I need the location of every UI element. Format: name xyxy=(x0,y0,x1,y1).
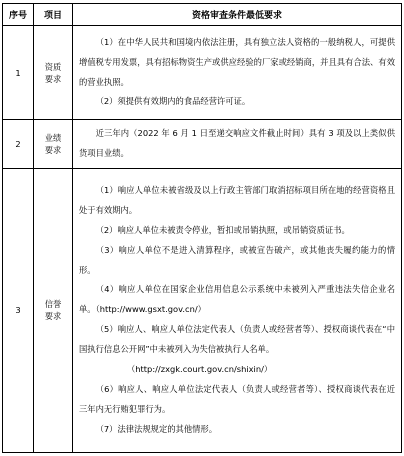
requirement-paragraph: （6）响应人、响应人单位法定代表人（负责人或经营者等）、授权商谈代表在近三年内无行贿犯罪行为。 xyxy=(79,383,395,414)
header-item: 项目 xyxy=(34,4,73,26)
header-no: 序号 xyxy=(3,4,34,26)
row-item-line: 信誉 xyxy=(44,299,62,310)
table-row xyxy=(3,168,402,452)
row-item-line: 要求 xyxy=(44,73,62,84)
row-item-line: 资质 xyxy=(44,61,62,72)
requirement-paragraph: （1）在中华人民共和国境内依法注册，具有独立法人资格的一般纳税人，可提供增值税专用发票，具有招标物资生产或供应经验的厂家或经销商，并且具有合法、有效的营业执照。 xyxy=(79,36,395,87)
header-requirements: 资格审查条件最低要求 xyxy=(73,4,402,26)
requirement-paragraph: （4）响应人单位在国家企业信用信息公示系统中未被列入严重违法失信企业名单。（http://www.gsxt.gov.cn/） xyxy=(79,284,395,315)
table-row xyxy=(3,26,402,120)
row-number: 2 xyxy=(3,120,34,169)
row-number: 1 xyxy=(3,26,34,120)
requirement-paragraph: （2）响应人单位未被责令停业，暂扣或吊销执照，或吊销资质证书。 xyxy=(95,224,350,235)
qualification-table xyxy=(2,3,402,453)
requirement-url: （http://zxgk.court.gov.cn/shixin/） xyxy=(127,364,273,375)
row-item xyxy=(34,26,73,120)
requirement-paragraph: （3）响应人单位不是进入清算程序，或被宣告破产，或其他丧失履约能力的情形。 xyxy=(79,244,395,275)
requirement-paragraph: （2）须提供有效期内的食品经营许可证。 xyxy=(95,96,251,107)
table-row xyxy=(3,120,402,169)
row-item-line: 业绩 xyxy=(44,132,62,143)
row-item xyxy=(34,120,73,169)
requirement-paragraph: （7）法律法规规定的其他情形。 xyxy=(95,423,218,434)
row-number: 3 xyxy=(3,168,34,452)
row-item xyxy=(34,168,73,452)
row-item-line: 要求 xyxy=(44,311,62,322)
row-item-line: 要求 xyxy=(44,144,62,155)
row-requirements xyxy=(73,168,402,452)
requirement-paragraph: （1）响应人单位未被省级及以上行政主管部门取消招标项目所在地的经营资格且处于有效期内。 xyxy=(79,184,395,215)
table-header-row xyxy=(3,4,402,26)
requirement-paragraph: （5）响应人、响应人单位法定代表人（负责人或经营者等）、授权商谈代表在“中国执行信息公开网”中未被列入为失信被执行人名单。 xyxy=(79,324,395,355)
requirement-paragraph: 近三年内（2022 年 6 月 1 日至递交响应文件截止时间）具有 3 项及以上类似供货项目业绩。 xyxy=(79,128,395,158)
row-requirements xyxy=(73,120,402,169)
row-requirements xyxy=(73,26,402,120)
